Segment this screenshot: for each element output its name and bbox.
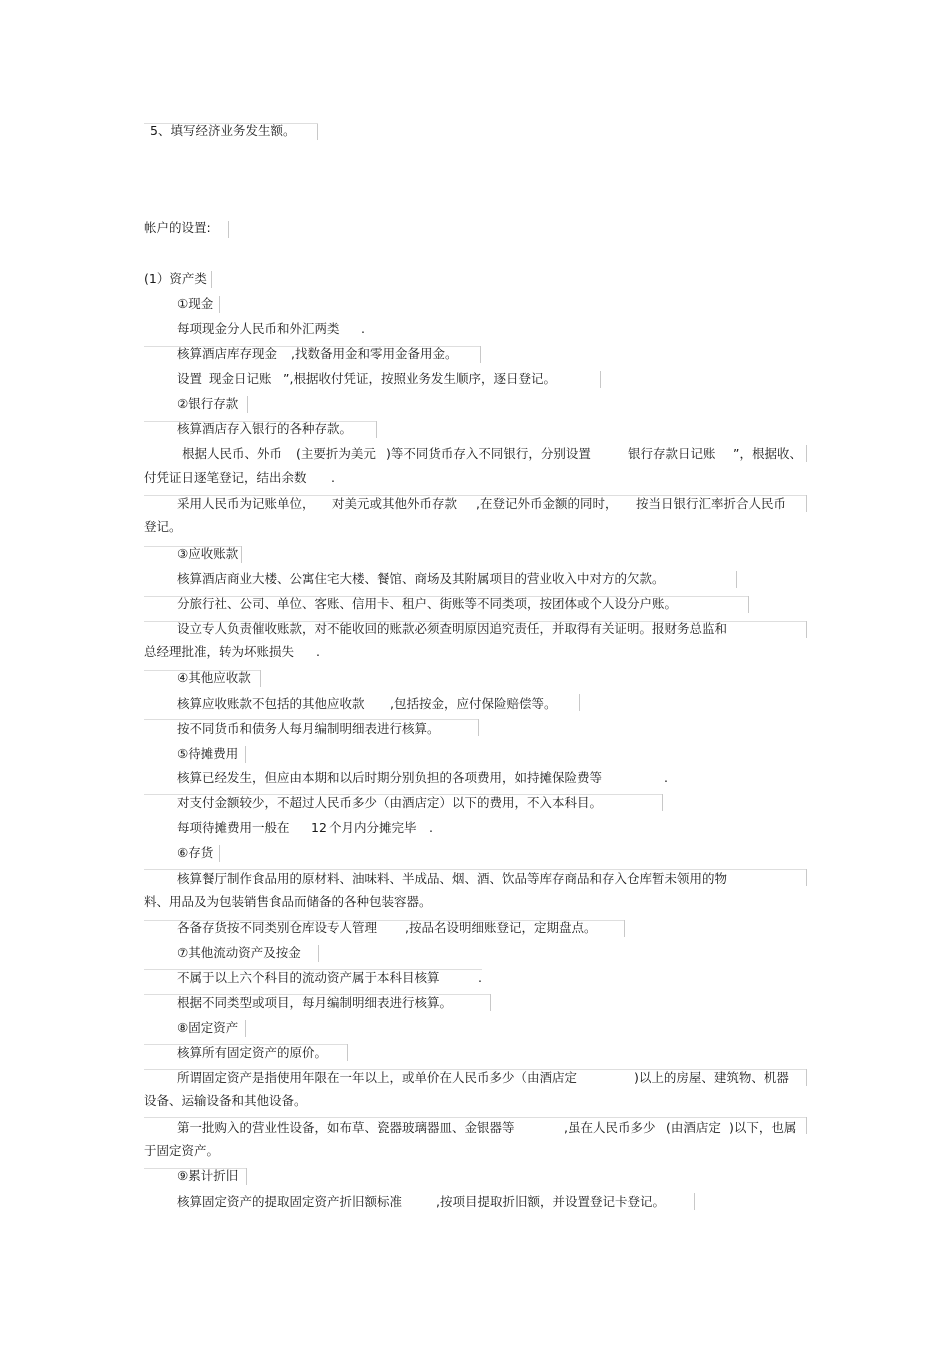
column-separator <box>318 945 319 962</box>
column-separator <box>806 1117 807 1134</box>
column-separator <box>245 1020 246 1037</box>
text-line: 12 <box>311 820 327 835</box>
text-line: 核算所有固定资产的原价。 <box>177 1045 328 1060</box>
text-line: (1）资产类 <box>144 271 207 286</box>
text-line: . <box>361 321 365 336</box>
column-separator <box>347 1044 348 1061</box>
text-line: ,按品名设明细账登记，定期盘点。 <box>405 920 597 935</box>
text-line: 所谓固定资产是指使用年限在一年以上，或单价在人民币多少（由酒店定 <box>177 1070 578 1085</box>
text-line: 对支付金额较少，不超过人民币多少（由酒店定）以下的费用，不入本科目。 <box>177 795 603 810</box>
text-line: 核算固定资产的提取固定资产折旧额标准 <box>177 1194 403 1209</box>
text-line: 按不同货币和债务人每月编制明细表进行核算。 <box>177 721 440 736</box>
column-separator <box>806 869 807 886</box>
text-line: 根据人民币、外币 <box>182 446 283 461</box>
column-separator <box>579 694 580 711</box>
text-line: 每项待摊费用一般在 <box>177 820 290 835</box>
text-line: 分旅行社、公司、单位、客账、信用卡、租户、街账等不同类项，按团体或个人设分户账。 <box>177 596 678 611</box>
text-line: 按当日银行汇率折合人民币 <box>636 496 787 511</box>
text-line: 各备存货按不同类别仓库设专人管理 <box>177 920 378 935</box>
text-line: ⑤待摊费用 <box>177 746 239 761</box>
text-line: . <box>664 770 668 785</box>
text-line: 不属于以上六个科目的流动资产属于本科目核算 <box>177 970 440 985</box>
text-line: )等不同货币存入不同银行，分别设置 <box>386 446 591 461</box>
text-line: 设备、运输设备和其他设备。 <box>144 1093 307 1108</box>
text-line: 核算酒店存入银行的各种存款。 <box>177 421 353 436</box>
text-line: 银行存款日记账 <box>628 446 716 461</box>
column-separator <box>245 746 246 763</box>
row-separator <box>144 1117 806 1118</box>
column-separator <box>480 346 481 363</box>
column-separator <box>247 396 248 413</box>
text-line: ,虽在人民币多少 <box>564 1120 656 1135</box>
text-line: 登记。 <box>144 519 182 534</box>
column-separator <box>219 296 220 313</box>
column-separator <box>662 794 663 811</box>
text-line: ,找数备用金和零用金备用金。 <box>291 346 458 361</box>
text-line: 料、用品及为包装销售食品而储备的各种包装容器。 <box>144 894 432 909</box>
text-line: )以下，也属 <box>729 1120 797 1135</box>
text-line: ,包括按金，应付保险赔偿等。 <box>390 696 557 711</box>
text-line: ,按项目提取折旧额，并设置登记卡登记。 <box>436 1194 665 1209</box>
column-separator <box>478 719 479 736</box>
text-line: ②银行存款 <box>177 396 239 411</box>
text-line: 每项现金分人民币和外汇两类 <box>177 321 340 336</box>
text-line: ③应收账款 <box>177 546 239 561</box>
text-line: 于固定资产。 <box>144 1143 220 1158</box>
text-line: 设置 <box>177 371 203 386</box>
text-line: ⑧固定资产 <box>177 1020 239 1035</box>
text-line: )以上的房屋、建筑物、机器 <box>634 1070 789 1085</box>
text-line: . <box>478 970 482 985</box>
text-line: . <box>331 470 335 485</box>
text-line: ,在登记外币金额的同时， <box>476 496 618 511</box>
column-separator <box>241 546 242 563</box>
text-line: 核算已经发生，但应由本期和以后时期分别负担的各项费用，如持摊保险费等 <box>177 770 603 785</box>
text-line: ⑨累计折旧 <box>177 1168 239 1183</box>
column-separator <box>211 271 212 288</box>
text-line: 对美元或其他外币存款 <box>332 496 458 511</box>
text-line: 采用人民币为记账单位， <box>177 496 315 511</box>
text-line: 现金日记账 <box>209 371 272 386</box>
text-line: (主要折为美元 <box>296 446 376 461</box>
text-line: 根据不同类型或项目，每月编制明细表进行核算。 <box>177 995 453 1010</box>
text-line: . <box>429 820 433 835</box>
column-separator <box>246 1168 247 1185</box>
column-separator <box>806 1069 807 1086</box>
text-line: 付凭证日逐笔登记，结出余数 <box>144 470 307 485</box>
text-line: 第一批购入的营业性设备，如布草、瓷器玻璃器皿、金银器等 <box>177 1120 515 1135</box>
column-separator <box>806 621 807 638</box>
text-line: . <box>316 644 320 659</box>
text-line: 核算餐厅制作食品用的原材料、油味料、半成品、烟、酒、饮品等库存商品和存入仓库暂未领用的物 <box>177 871 728 886</box>
column-separator <box>376 421 377 438</box>
text-line: 5、填写经济业务发生额。 <box>150 123 296 138</box>
text-line: 总经理批准，转为坏账损失 <box>144 644 295 659</box>
column-separator <box>806 495 807 512</box>
text-line: 帐户的设置: <box>144 220 211 235</box>
column-separator <box>490 994 491 1011</box>
column-separator <box>228 221 229 238</box>
column-separator <box>219 845 220 862</box>
column-separator <box>260 670 261 687</box>
column-separator <box>600 371 601 388</box>
column-separator <box>317 123 318 140</box>
column-separator <box>694 1193 695 1210</box>
text-line: ”，根据收、 <box>733 446 802 461</box>
text-line: ①现金 <box>177 296 214 311</box>
text-line: ⑥存货 <box>177 845 214 860</box>
text-line: 核算酒店库存现金 <box>177 346 278 361</box>
text-line: (由酒店定 <box>666 1120 721 1135</box>
text-line: 核算应收账款不包括的其他应收款 <box>177 696 365 711</box>
text-line: 设立专人负责催收账款，对不能收回的账款必须查明原因追究责任，并取得有关证明。报财务总监和 <box>177 621 728 636</box>
text-line: 个月内分摊完毕 <box>329 820 417 835</box>
column-separator <box>736 571 737 588</box>
text-line: ④其他应收款 <box>177 670 251 685</box>
column-separator <box>806 445 807 462</box>
text-line: ⑦其他流动资产及按金 <box>177 945 301 960</box>
text-line: 核算酒店商业大楼、公寓住宅大楼、餐馆、商场及其附属项目的营业收入中对方的欠款。 <box>177 571 665 586</box>
column-separator <box>748 596 749 613</box>
column-separator <box>624 920 625 937</box>
text-line: ”,根据收付凭证，按照业务发生顺序，逐日登记。 <box>283 371 556 386</box>
